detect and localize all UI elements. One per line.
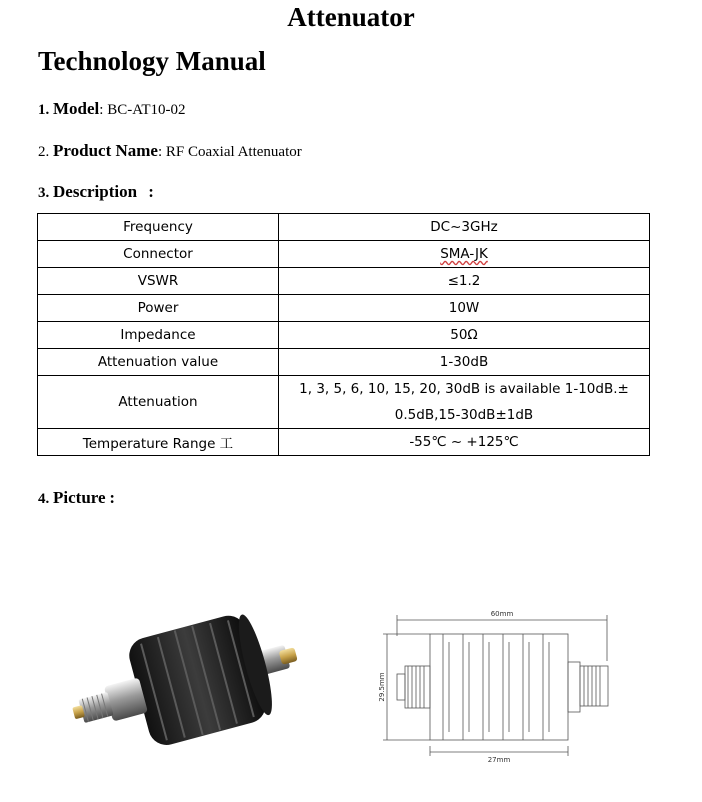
spec-value	[279, 376, 650, 429]
document-title: Attenuator	[287, 2, 415, 32]
dimension-drawing	[375, 606, 635, 766]
picture-separator: :	[109, 488, 115, 507]
spec-value: 10W	[279, 295, 650, 322]
dimension-body-label: 27mm	[487, 756, 511, 764]
spec-key: Frequency	[38, 214, 279, 241]
table-row	[38, 322, 650, 349]
product-value: RF Coaxial Attenuator	[165, 144, 302, 160]
spec-value: 1-30dB	[279, 349, 650, 376]
spec-value-line: 1, 3, 5, 6, 10, 15, 20, 30dB is available 1-10dB.±	[299, 381, 629, 397]
table-row	[38, 214, 650, 241]
spec-key: Impedance	[38, 322, 279, 349]
dimension-height-label: 29.5mm	[378, 672, 386, 702]
table-row	[38, 349, 650, 376]
description-number: 3.	[38, 185, 50, 201]
spec-key: Attenuation	[38, 376, 279, 429]
document-subtitle: Technology Manual	[38, 46, 266, 76]
spec-value: -55℃ ~ +125℃	[279, 429, 650, 456]
spec-value-text: SMA-JK	[440, 246, 488, 262]
dimension-length-label: 60mm	[490, 610, 514, 618]
spec-key: Attenuation value	[38, 349, 279, 376]
picture-label: Picture	[53, 488, 106, 507]
table-row	[38, 295, 650, 322]
spec-table	[37, 213, 650, 456]
table-row	[38, 429, 650, 456]
table-row	[38, 268, 650, 295]
product-number: 2.	[38, 144, 50, 160]
table-row	[38, 376, 650, 429]
spec-value: 50Ω	[279, 322, 650, 349]
picture-line	[38, 488, 115, 509]
model-separator: :	[99, 102, 104, 118]
table-row	[38, 241, 650, 268]
model-label: Model	[53, 99, 100, 118]
spec-key: Power	[38, 295, 279, 322]
spec-key: Connector	[38, 241, 279, 268]
attenuator-photo	[70, 590, 330, 790]
spec-value: DC~3GHz	[279, 214, 650, 241]
description-separator: :	[148, 182, 154, 201]
product-name-line	[38, 141, 302, 162]
picture-number: 4.	[38, 491, 50, 507]
spec-key: Temperature Range 工	[38, 429, 279, 456]
description-line	[38, 182, 154, 203]
product-separator: :	[157, 144, 163, 160]
description-label: Description	[53, 182, 138, 201]
model-number: 1.	[38, 102, 50, 118]
spec-value	[279, 241, 650, 268]
model-value: BC-AT10-02	[107, 102, 186, 118]
spec-key: VSWR	[38, 268, 279, 295]
spec-value: ≤1.2	[279, 268, 650, 295]
spec-value-line: 0.5dB,15-30dB±1dB	[394, 407, 534, 423]
product-label: Product Name	[53, 141, 158, 160]
model-line	[38, 99, 186, 120]
